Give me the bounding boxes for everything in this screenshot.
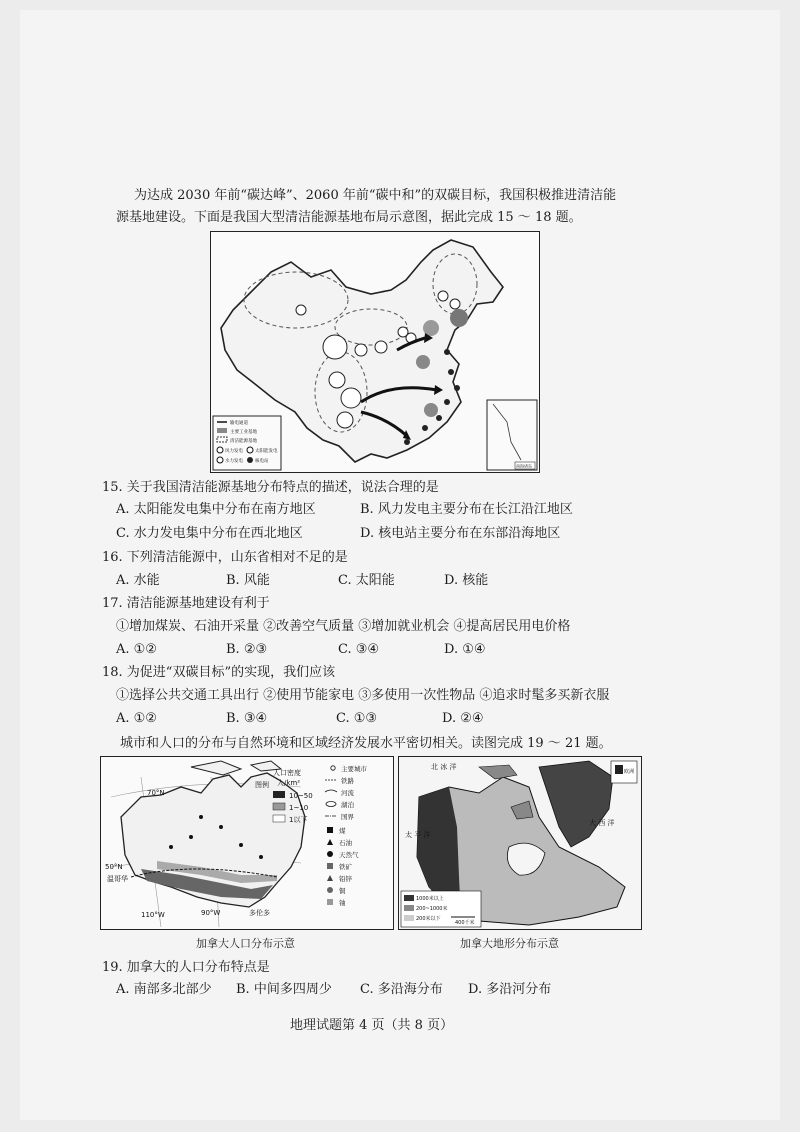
terrain-scale: 400千米	[455, 920, 475, 926]
q15-option-d[interactable]: D. 核电站主要分布在东部沿海地区	[360, 526, 561, 541]
china-legend-3: 风力发电	[225, 449, 243, 454]
q18-option-a[interactable]: A. ①②	[116, 711, 157, 726]
q19-option-a[interactable]: A. 南部多北部少	[116, 982, 212, 997]
ocean-atlantic	[589, 818, 614, 827]
symbol-3: 湖泊	[341, 801, 354, 809]
canada-pop-graphic	[101, 757, 393, 929]
china-map-graphic	[211, 232, 539, 472]
q19-stem: 19. 加拿大的人口分布特点是	[102, 960, 270, 975]
elev-class-0: 1000米以上	[416, 896, 444, 902]
city-toronto: 多伦多	[249, 909, 270, 917]
symbol-1: 铁路	[341, 777, 354, 785]
symbol-5: 煤	[339, 827, 346, 835]
q18-option-c[interactable]: C. ①③	[336, 711, 378, 726]
q16-option-a[interactable]: A. 水能	[116, 573, 160, 588]
density-class-2: 1以下	[289, 816, 308, 824]
canada-terrain-caption: 加拿大地形分布示意	[460, 937, 559, 950]
china-legend-2: 清洁能源基地	[230, 439, 257, 444]
intro-line-1: 为达成 2030 年前“碳达峰”、2060 年前“碳中和”的双碳目标，我国积极推进清洁能	[134, 188, 617, 203]
q19-option-c[interactable]: C. 多沿海分布	[360, 982, 443, 997]
ocean-arctic: 北 冰 洋	[431, 763, 457, 771]
intro-2: 城市和人口的分布与自然环境和区域经济发展水平密切相关。读图完成 19 ～ 21 题。	[120, 736, 612, 751]
density-unit: 人/km²	[277, 779, 301, 787]
q17-option-d[interactable]: D. ①④	[444, 642, 486, 657]
symbol-9: 铅锌	[339, 875, 352, 883]
elev-class-2: 200米以下	[416, 916, 441, 922]
lat-50: 50°N	[105, 863, 123, 871]
lon-110: 110°W	[141, 911, 165, 919]
q19-option-d[interactable]: D. 多沿河分布	[468, 982, 552, 997]
symbol-4: 国界	[341, 813, 354, 821]
q15-option-c[interactable]: C. 水力发电集中分布在西北地区	[116, 526, 303, 541]
q18-stem: 18. 为促进“双碳目标”的实现，我们应该	[102, 665, 336, 680]
q16-option-b[interactable]: B. 风能	[226, 573, 270, 588]
symbol-2: 河流	[341, 789, 354, 797]
q15-option-a[interactable]: A. 太阳能发电集中分布在南方地区	[116, 502, 316, 517]
pop-legend-title: 图例	[255, 781, 269, 789]
intro-line-2: 源基地建设。下面是我国大型清洁能源基地布局示意图，据此完成 15 ～ 18 题。	[116, 210, 582, 225]
symbol-7: 天然气	[339, 851, 359, 859]
symbol-0: 主要城市	[341, 765, 367, 773]
q18-option-b[interactable]: B. ③④	[226, 711, 268, 726]
svg-text:太 平 洋: 太 平 洋	[405, 831, 431, 839]
china-legend-6: 核电站	[255, 459, 269, 464]
canada-pop-caption: 加拿大人口分布示意	[196, 937, 295, 950]
q18-items: ①选择公共交通工具出行 ②使用节能家电 ③多使用一次性物品 ④追求时髦多买新衣服	[116, 688, 610, 703]
q15-option-b[interactable]: B. 风力发电主要分布在长江沿江地区	[360, 502, 573, 517]
q17-stem: 17. 清洁能源基地建设有利于	[102, 596, 270, 611]
q18-option-d[interactable]: D. ②④	[442, 711, 484, 726]
china-legend-4: 太阳能发电	[255, 449, 278, 454]
q16-stem: 16. 下列清洁能源中，山东省相对不足的是	[102, 550, 348, 565]
canada-terrain-graphic	[399, 757, 641, 929]
q16-option-d[interactable]: D. 核能	[444, 573, 489, 588]
q16-option-c[interactable]: C. 太阳能	[338, 573, 395, 588]
ocean-pacific	[405, 830, 430, 839]
svg-text:大 西 洋: 大 西 洋	[589, 819, 615, 827]
symbol-6: 石油	[339, 839, 352, 847]
china-legend-0: 输电通道	[230, 421, 248, 426]
china-legend-5: 水力发电	[225, 459, 243, 464]
terrain-inset: 欧洲	[624, 769, 635, 775]
city-vancouver: 温哥华	[107, 875, 128, 883]
density-title: 人口密度	[273, 769, 301, 777]
q15-stem: 15. 关于我国清洁能源基地分布特点的描述，说法合理的是	[102, 480, 439, 495]
symbol-8: 铁矿	[339, 863, 352, 871]
density-class-0: 10~50	[289, 792, 313, 800]
china-clean-energy-map	[210, 231, 540, 473]
china-inset-label: 南海诸岛	[516, 463, 532, 469]
lon-90: 90°W	[201, 909, 221, 917]
symbol-11: 铀	[339, 899, 346, 907]
q19-option-b[interactable]: B. 中间多四周少	[236, 982, 332, 997]
lat-70: 70°N	[147, 789, 165, 797]
q17-option-a[interactable]: A. ①②	[116, 642, 157, 657]
q17-option-c[interactable]: C. ③④	[338, 642, 380, 657]
elev-class-1: 200~1000米	[416, 906, 448, 912]
canada-population-map	[100, 756, 394, 930]
density-class-1: 1~10	[289, 804, 309, 812]
page-footer: 地理试题第 4 页（共 8 页）	[290, 1018, 454, 1033]
symbol-10: 铜	[339, 887, 346, 895]
canada-terrain-map	[398, 756, 642, 930]
q17-option-b[interactable]: B. ②③	[226, 642, 268, 657]
china-legend-1: 主要工业基地	[230, 430, 257, 435]
q17-items: ①增加煤炭、石油开采量 ②改善空气质量 ③增加就业机会 ④提高居民用电价格	[116, 619, 571, 634]
